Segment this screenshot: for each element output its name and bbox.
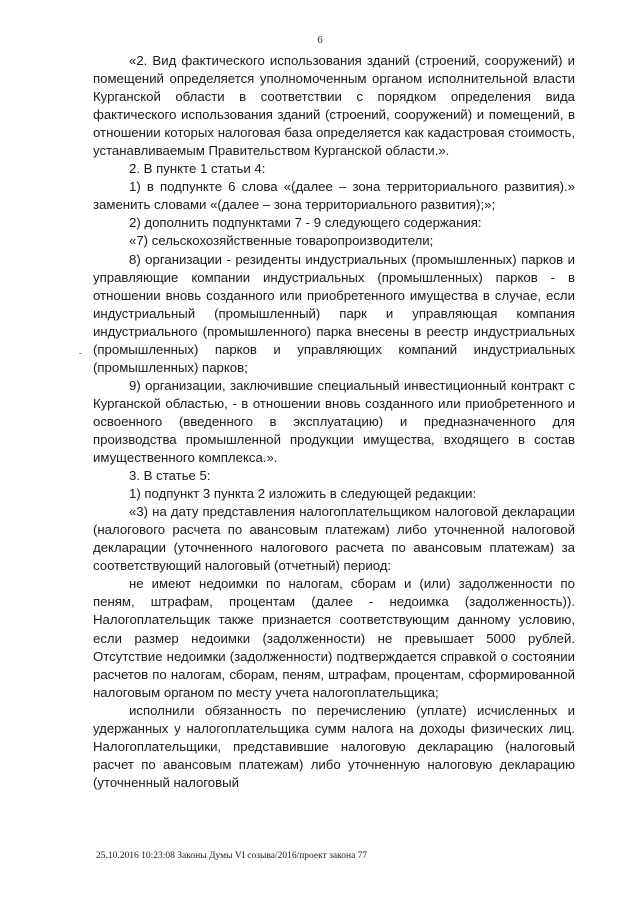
document-body <box>93 52 575 792</box>
paragraph: 1) в подпункте 6 слова «(далее – зона территориального развития).» заменить словами «(далее – зона территориального развития);»; <box>93 179 575 213</box>
paragraph: «2. Вид фактического использования зданий (строений, сооружений) и помещений определяется уполномоченным органом исполнительной власти Курганской области в соответствии с порядком определения вида фактического использования зданий (строений, сооружений) и помещений, в отношении которых налоговая база определяется как кадастровая стоимость, устанавливаемым Правительством Курганской области.». <box>93 53 575 159</box>
paragraph: «7) сельскохозяйственные товаропроизводители; <box>129 233 434 249</box>
footer-text: 25.10.2016 10:23:08 Законы Думы VI созыва/2016/проект закона 77 <box>96 851 368 861</box>
paragraph: исполнили обязанность по перечислению (уплате) исчисленных и удержанных у налогоплательщика сумм налога на доходы физических лиц. Налогоплательщики, представившие налоговую декларацию (налоговый расчет по авансовым платежам) либо уточненную налоговую декларацию (уточненный налоговый <box>93 702 575 790</box>
paragraph: 2. В пункте 1 статьи 4: <box>129 161 266 177</box>
page-number: 6 <box>317 34 323 46</box>
paragraph: 9) организации, заключившие специальный инвестиционный контракт с Курганской областью, - в отношении вновь созданного или приобретенного и освоенного (введенного в эксплуатацию) и предназначенного для производства промышленной продукции имущества, входящего в состав имущественного комплекса.». <box>93 377 575 466</box>
paragraph: 8) организации - резиденты индустриальных (промышленных) парков и управляющие компании индустриальных (промышленных) парков - в отношении вновь созданного или приобретенного имущества в случае, если индустриальный (промышленный) парк и управляющая компания индустриального (промышленного) парка внесены в реестр индустриальных (промышленных) парков и управляющих компаний индустриальных (промышленных) парков; <box>93 251 575 375</box>
paragraph: 2) дополнить подпунктами 7 - 9 следующего содержания: <box>129 215 482 231</box>
margin-mark <box>79 353 82 354</box>
paragraph: «3) на дату представления налогоплательщиком налоговой декларации (налогового расчета по авансовым платежам) либо уточненной налоговой декларации (уточненного налогового расчета по авансовым платежам) за соответствующий налоговый (отчетный) период: <box>93 504 575 574</box>
paragraph: 3. В статье 5: <box>129 468 211 484</box>
paragraph: не имеют недоимки по налогам, сборам и (или) задолженности по пеням, штрафам, процентам (далее - недоимка (задолженность)). Налогоплательщик также признается соответствующим данному условию, если размер недоимки (задолженности) не превышает 5000 рублей. Отсутствие недоимки (задолженности) подтверждается справкой о состоянии расчетов по налогам, сборам, пеням, штрафам, процентам, сформированной налоговым органом по месту учета налогоплательщика; <box>93 576 575 700</box>
paragraph: 1) подпункт 3 пункта 2 изложить в следующей редакции: <box>129 486 477 502</box>
